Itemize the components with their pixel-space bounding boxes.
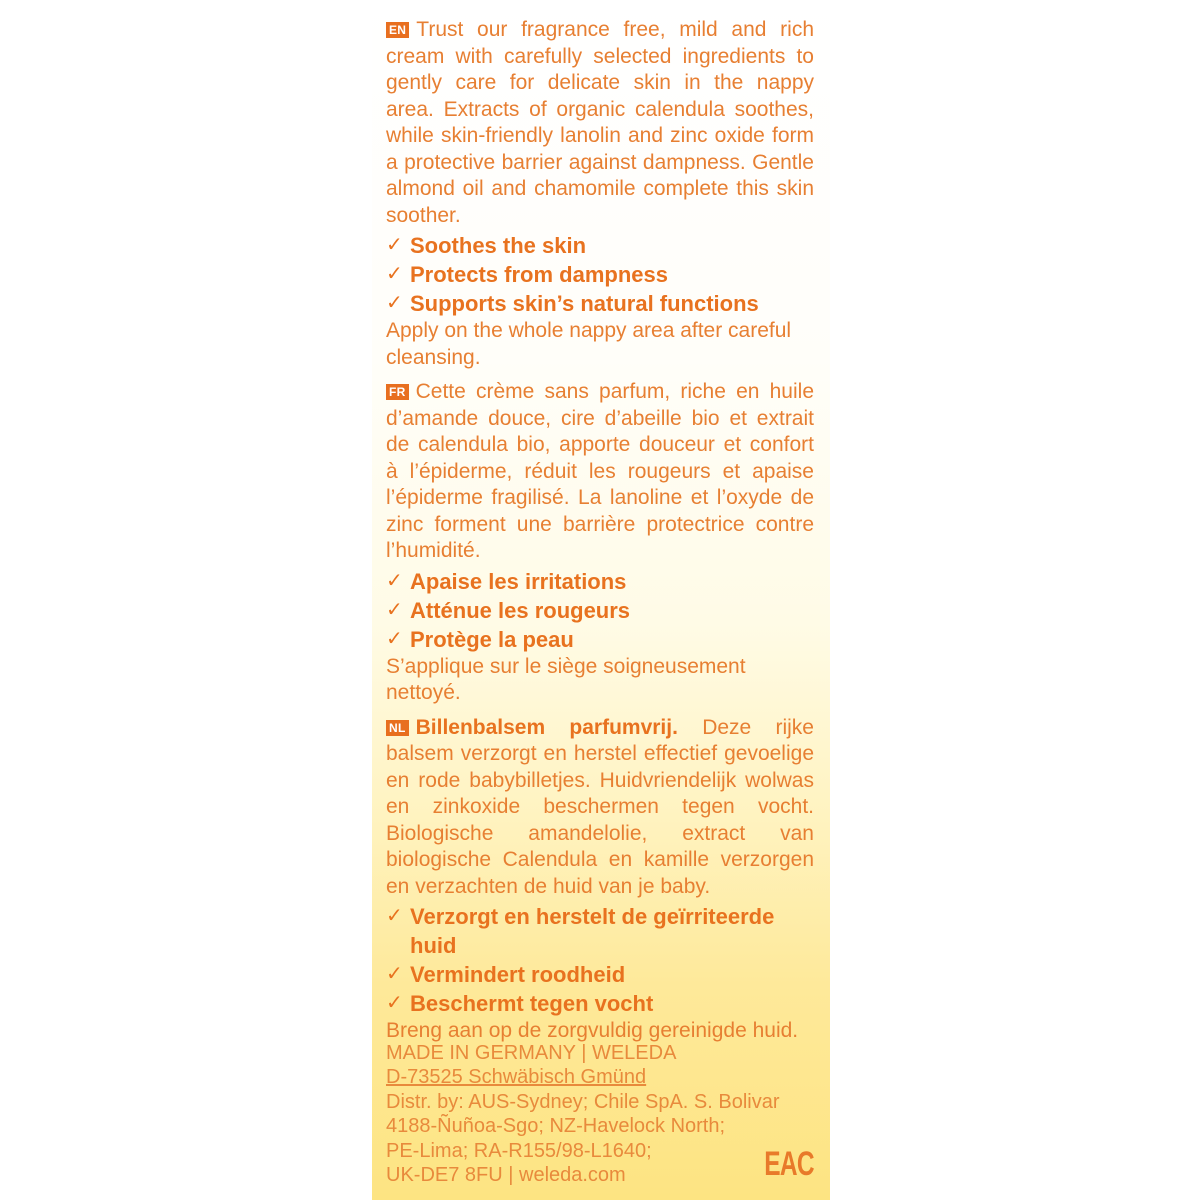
benefit-text: Protège la peau <box>410 626 574 652</box>
manufacturer-info <box>386 1041 814 1187</box>
fr-benefits-list <box>386 567 814 654</box>
benefit-text: Soothes the skin <box>410 233 587 258</box>
list-item <box>386 902 814 960</box>
en-benefits-list <box>386 231 814 318</box>
nl-benefits-list <box>386 902 814 1018</box>
en-intro-text: Trust our fragrance free, mild and rich cream with carefully selected ingredients to gently care for delicate skin in the nappy area. Extracts of organic calendula soothes, while skin-friendly lanolin and zinc oxide form a protective barrier against dampness. Gentle almond oil and chamomile complete this skin soother. <box>386 18 814 227</box>
list-item <box>386 567 814 596</box>
benefit-text: Beschermt tegen vocht <box>410 991 654 1016</box>
list-item <box>386 625 814 654</box>
check-icon: ✓ <box>386 263 403 285</box>
fr-usage-text: S’applique sur le siège soigneusement nettoyé. <box>386 654 746 704</box>
section-nl <box>386 715 814 1045</box>
fr-intro-paragraph <box>386 379 814 565</box>
benefit-text: Verzorgt en herstelt de geïrriteerde huid <box>410 904 775 958</box>
list-item <box>386 289 814 318</box>
nl-intro-paragraph <box>386 715 814 901</box>
distributor-line-1: Distr. by: AUS-Sydney; Chile SpA. S. Bolivar <box>386 1090 780 1113</box>
benefit-text: Apaise les irritations <box>410 568 627 594</box>
distributor-line-4: UK-DE7 8FU | weleda.com <box>386 1164 626 1187</box>
check-icon: ✓ <box>386 598 403 621</box>
eac-certification-mark: EAC <box>764 1145 814 1183</box>
made-in-line: MADE IN GERMANY | WELEDA <box>386 1042 677 1064</box>
check-icon: ✓ <box>386 905 403 927</box>
check-icon: ✓ <box>386 292 403 314</box>
list-item <box>386 960 814 989</box>
section-en <box>386 17 814 371</box>
benefit-text: Supports skin’s natural functions <box>410 291 759 316</box>
product-label-panel <box>372 0 830 1200</box>
check-icon: ✓ <box>386 963 403 985</box>
section-fr <box>386 379 814 707</box>
benefit-text: Vermindert roodheid <box>410 962 626 987</box>
check-icon: ✓ <box>386 569 403 592</box>
check-icon: ✓ <box>386 234 403 256</box>
label-text-body <box>386 17 814 1053</box>
check-icon: ✓ <box>386 627 403 650</box>
en-intro-paragraph <box>386 17 814 229</box>
distributor-line-3: PE-Lima; RA-R155/98-L1640; <box>386 1139 652 1162</box>
benefit-text: Atténue les rougeurs <box>410 597 631 623</box>
list-item <box>386 989 814 1018</box>
list-item <box>386 260 814 289</box>
language-badge-fr: FR <box>386 384 409 400</box>
nl-intro-text: Deze rijke balsem verzorgt en herstel effectief gevoelige en rode babybilletjes. Huidvriendelijk wolwas en zinkoxide beschermen tegen vocht. Biologische amandelolie, extract van biologische Calendula en kamille verzorgen en verzachten de huid van je baby. <box>386 715 814 898</box>
language-badge-nl: NL <box>386 720 409 736</box>
language-badge-en: EN <box>386 22 409 38</box>
list-item <box>386 231 814 260</box>
distributor-line-2: 4188-Ñuñoa-Sgo; NZ-Havelock North; <box>386 1115 726 1138</box>
fr-intro-text: Cette crème sans parfum, riche en huile d’amande douce, cire d’abeille bio et extrait de calendula bio, apporte douceur et confort à l’épiderme, réduit les rougeurs et apaise l’épiderme fragilisé. La lanoline et l’oxyde de zinc forment une barrière protectrice contre l’humidité. <box>386 380 814 562</box>
address-line: D-73525 Schwäbisch Gmünd <box>386 1066 647 1089</box>
benefit-text: Protects from dampness <box>410 262 668 287</box>
list-item <box>386 596 814 625</box>
nl-product-name: Billenbalsem parfumvrij. <box>415 715 678 739</box>
nl-usage-text: Breng aan op de zorgvuldig gereinigde huid. <box>386 1019 799 1042</box>
en-usage-text: Apply on the whole nappy area after careful cleansing. <box>386 319 792 369</box>
check-icon: ✓ <box>386 992 403 1014</box>
